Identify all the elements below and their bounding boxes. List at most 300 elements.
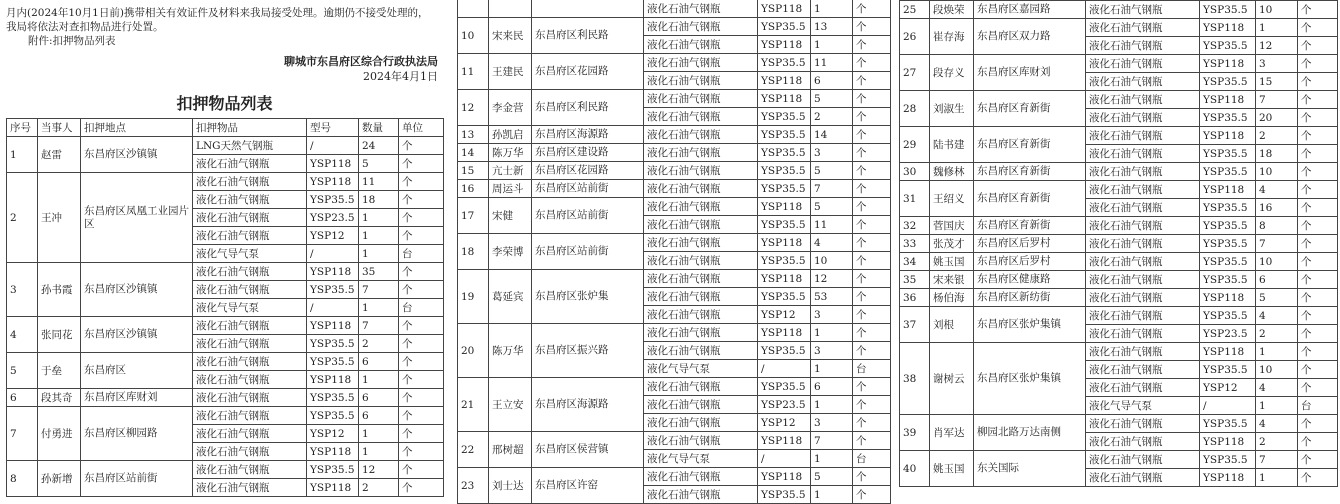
cell-place: 柳园北路万达南侧 [974, 415, 1086, 451]
column-middle [457, 0, 890, 504]
cell-party: 陈万华 [489, 324, 532, 378]
cell-model: YSP35.5 [758, 54, 811, 72]
cell-item: 液化石油气钢瓶 [1086, 1, 1200, 19]
cell-party: 葛延宾 [489, 270, 532, 324]
cell-item: 液化气导气泵 [644, 450, 758, 468]
cell-qty: 1 [359, 299, 399, 317]
cell-unit: 个 [399, 191, 444, 209]
cell-item: 液化石油气钢瓶 [644, 198, 758, 216]
cell-qty: 12 [811, 270, 853, 288]
cell-item: 液化石油气钢瓶 [644, 90, 758, 108]
cell-qty: 13 [811, 18, 853, 36]
cell-model: YSP35.5 [758, 144, 811, 162]
cell-qty: 1 [811, 324, 853, 342]
cell-item: 液化石油气钢瓶 [1086, 289, 1200, 307]
cell-item: 液化石油气钢瓶 [1086, 415, 1200, 433]
cell-qty: 5 [811, 90, 853, 108]
cell-model: YSP35.5 [758, 288, 811, 306]
cell-item: 液化石油气钢瓶 [1086, 379, 1200, 397]
cell-unit: 个 [853, 414, 891, 432]
table-row [458, 18, 891, 36]
table-row [900, 1, 1338, 19]
cell-model: YSP35.5 [1200, 199, 1256, 217]
cell-unit: 个 [399, 371, 444, 389]
cell-qty: 1 [1256, 19, 1298, 37]
cell-model: YSP23.5 [1200, 325, 1256, 343]
cell-place: 东昌府区振兴路 [532, 324, 644, 378]
cell-item: 液化石油气钢瓶 [193, 209, 307, 227]
cell-qty: 10 [811, 252, 853, 270]
cell-item: 液化石油气钢瓶 [644, 378, 758, 396]
cell-qty: 3 [811, 306, 853, 324]
cell-party: 姚玉国 [930, 451, 974, 487]
cell-qty: 53 [811, 288, 853, 306]
cell-model: YSP118 [307, 155, 359, 173]
cell-item: 液化石油气钢瓶 [644, 234, 758, 252]
cell-party: 孙书霞 [38, 263, 81, 317]
cell-unit: 个 [1298, 433, 1338, 451]
cell-item: 液化石油气钢瓶 [644, 126, 758, 144]
column-left [6, 0, 443, 497]
cell-unit: 个 [1298, 415, 1338, 433]
cell-unit: 个 [853, 180, 891, 198]
cell-item: 液化石油气钢瓶 [644, 108, 758, 126]
cell-party: 张茂才 [930, 235, 974, 253]
cell-model: YSP118 [758, 432, 811, 450]
cell-item: 液化石油气钢瓶 [644, 18, 758, 36]
cell-model: YSP35.5 [758, 378, 811, 396]
cell-model: YSP23.5 [758, 396, 811, 414]
cell-item: 液化石油气钢瓶 [644, 288, 758, 306]
cell-no: 30 [900, 163, 930, 181]
cell-qty: 2 [359, 479, 399, 497]
issuing-organization: 聊城市东昌府区综合行政执法局 [284, 55, 438, 68]
cell-qty: 14 [811, 126, 853, 144]
cell-model: YSP12 [758, 306, 811, 324]
cell-model: YSP35.5 [1200, 145, 1256, 163]
table-row [458, 432, 891, 450]
cell-item: 液化石油气钢瓶 [193, 371, 307, 389]
cell-place: 东昌府区后罗村 [974, 253, 1086, 271]
cell-model: YSP35.5 [758, 486, 811, 504]
cell-qty: 18 [359, 191, 399, 209]
seized-items-table-1 [6, 118, 444, 497]
cell-unit: 个 [853, 306, 891, 324]
cell-no: 11 [458, 54, 489, 90]
cell-no [458, 0, 489, 18]
cell-place: 东昌府区育新街 [974, 217, 1086, 235]
cell-no: 13 [458, 126, 489, 144]
cell-model: YSP118 [758, 72, 811, 90]
cell-party: 刘根 [930, 307, 974, 343]
issue-date: 2024年4月1日 [363, 70, 438, 83]
cell-unit: 个 [853, 288, 891, 306]
cell-unit: 个 [399, 137, 444, 155]
cell-model: YSP35.5 [1200, 415, 1256, 433]
cell-qty: 11 [359, 173, 399, 191]
cell-unit: 个 [1298, 271, 1338, 289]
table-row [900, 271, 1338, 289]
cell-qty: 5 [811, 162, 853, 180]
cell-place: 东昌府区柳园路 [81, 407, 193, 461]
cell-model: YSP118 [758, 198, 811, 216]
cell-qty: 3 [811, 414, 853, 432]
cell-model: YSP35.5 [307, 461, 359, 479]
cell-place: 东昌府区海源路 [532, 126, 644, 144]
cell-unit: 个 [853, 162, 891, 180]
header-no: 序号 [7, 119, 38, 137]
cell-place: 东昌府区嘉园路 [974, 1, 1086, 19]
cell-unit: 台 [853, 360, 891, 378]
cell-qty: 3 [1256, 55, 1298, 73]
cell-no: 28 [900, 91, 930, 127]
cell-item: 液化石油气钢瓶 [193, 191, 307, 209]
cell-item: 液化石油气钢瓶 [1086, 109, 1200, 127]
cell-party: 付勇进 [38, 407, 81, 461]
cell-unit: 个 [1298, 469, 1338, 487]
cell-qty: 6 [811, 72, 853, 90]
cell-item: 液化石油气钢瓶 [1086, 181, 1200, 199]
cell-place: 东昌府区沙镇镇 [81, 317, 193, 353]
cell-no: 17 [458, 198, 489, 234]
cell-party: 崔存海 [930, 19, 974, 55]
cell-place: 东昌府区张炉集镇 [974, 343, 1086, 415]
cell-place: 东昌府区站前街 [532, 180, 644, 198]
cell-model: / [758, 450, 811, 468]
cell-item: 液化石油气钢瓶 [193, 227, 307, 245]
table-row [458, 144, 891, 162]
cell-unit: 个 [399, 209, 444, 227]
cell-item: 液化石油气钢瓶 [644, 72, 758, 90]
cell-unit: 个 [1298, 217, 1338, 235]
cell-model: YSP35.5 [758, 216, 811, 234]
cell-no: 5 [7, 353, 38, 389]
cell-unit: 个 [399, 281, 444, 299]
cell-party: 宋健 [489, 198, 532, 234]
cell-model: YSP118 [758, 468, 811, 486]
cell-model: YSP118 [307, 173, 359, 191]
cell-party: 于垒 [38, 353, 81, 389]
cell-party: 孙新增 [38, 461, 81, 497]
cell-place: 东昌府区后罗村 [974, 235, 1086, 253]
cell-no: 6 [7, 389, 38, 407]
cell-place: 东昌府区侯营镇 [532, 432, 644, 468]
cell-no: 1 [7, 137, 38, 173]
cell-place: 东昌府区花园路 [532, 162, 644, 180]
cell-model: YSP118 [1200, 469, 1256, 487]
cell-item: 液化石油气钢瓶 [644, 54, 758, 72]
attachment-note: 附件:扣押物品列表 [28, 35, 116, 47]
cell-item: 液化石油气钢瓶 [1086, 325, 1200, 343]
cell-no: 7 [7, 407, 38, 461]
cell-qty: 1 [811, 0, 853, 18]
cell-unit: 个 [1298, 37, 1338, 55]
table-row [7, 353, 444, 371]
table-row [7, 263, 444, 281]
cell-model: / [307, 137, 359, 155]
cell-party: 周运斗 [489, 180, 532, 198]
cell-item: 液化石油气钢瓶 [1086, 73, 1200, 91]
cell-qty: 1 [1256, 469, 1298, 487]
cell-model: YSP35.5 [758, 126, 811, 144]
cell-qty: 6 [811, 378, 853, 396]
cell-party: 孙凯启 [489, 126, 532, 144]
cell-model: YSP35.5 [1200, 1, 1256, 19]
cell-party: 菅国庆 [930, 217, 974, 235]
cell-item: 液化石油气钢瓶 [193, 353, 307, 371]
cell-qty: 1 [359, 425, 399, 443]
table-row [458, 378, 891, 396]
table-row [900, 19, 1338, 37]
cell-unit: 个 [399, 227, 444, 245]
cell-place: 东昌府区育新街 [974, 91, 1086, 127]
cell-item: 液化石油气钢瓶 [644, 252, 758, 270]
table-row [7, 407, 444, 425]
cell-item: 液化石油气钢瓶 [193, 263, 307, 281]
cell-party: 魏修林 [930, 163, 974, 181]
cell-qty: 8 [1256, 217, 1298, 235]
cell-unit: 个 [853, 36, 891, 54]
cell-qty: 1 [811, 360, 853, 378]
cell-qty: 1 [359, 245, 399, 263]
cell-party: 刘淑生 [930, 91, 974, 127]
cell-qty: 6 [1256, 271, 1298, 289]
table-row [7, 137, 444, 155]
cell-no: 22 [458, 432, 489, 468]
cell-qty: 24 [359, 137, 399, 155]
cell-unit: 个 [853, 234, 891, 252]
cell-party: 陆书建 [930, 127, 974, 163]
cell-unit: 个 [399, 335, 444, 353]
table-row [7, 317, 444, 335]
cell-qty: 7 [1256, 235, 1298, 253]
cell-party: 王冲 [38, 173, 81, 263]
cell-model: YSP118 [1200, 127, 1256, 145]
cell-item: 液化石油气钢瓶 [644, 414, 758, 432]
cell-model: YSP35.5 [1200, 361, 1256, 379]
cell-qty: 1 [359, 227, 399, 245]
cell-qty: 20 [1256, 109, 1298, 127]
seized-items-table-3 [899, 0, 1338, 487]
cell-qty: 4 [1256, 379, 1298, 397]
cell-party: 姚玉国 [930, 253, 974, 271]
cell-qty: 1 [359, 443, 399, 461]
cell-place: 东昌府区库财刘 [81, 389, 193, 407]
cell-party: 王绍义 [930, 181, 974, 217]
cell-unit: 个 [399, 173, 444, 191]
cell-unit: 个 [399, 479, 444, 497]
cell-model: YSP118 [307, 263, 359, 281]
cell-item: 液化石油气钢瓶 [193, 425, 307, 443]
table-row [900, 235, 1338, 253]
cell-party: 陈万华 [489, 144, 532, 162]
cell-unit: 个 [853, 468, 891, 486]
cell-item: 液化石油气钢瓶 [193, 443, 307, 461]
cell-unit: 个 [399, 317, 444, 335]
cell-unit: 个 [1298, 289, 1338, 307]
cell-item: 液化石油气钢瓶 [644, 342, 758, 360]
cell-qty: 12 [359, 461, 399, 479]
header-model: 型号 [307, 119, 359, 137]
cell-item: 液化石油气钢瓶 [1086, 343, 1200, 361]
cell-item: 液化石油气钢瓶 [193, 317, 307, 335]
cell-unit: 个 [853, 0, 891, 18]
cell-unit: 个 [853, 18, 891, 36]
table-row [900, 343, 1338, 361]
cell-model: YSP118 [307, 317, 359, 335]
cell-item: 液化石油气钢瓶 [193, 335, 307, 353]
cell-qty: 10 [1256, 361, 1298, 379]
cell-no: 29 [900, 127, 930, 163]
table-row [458, 198, 891, 216]
cell-no: 38 [900, 343, 930, 415]
cell-unit: 个 [399, 353, 444, 371]
cell-qty: 2 [1256, 433, 1298, 451]
cell-unit: 台 [399, 245, 444, 263]
cell-no: 36 [900, 289, 930, 307]
cell-unit: 个 [1298, 127, 1338, 145]
cell-item: 液化石油气钢瓶 [644, 432, 758, 450]
cell-item: 液化石油气钢瓶 [193, 389, 307, 407]
cell-item: 液化石油气钢瓶 [1086, 127, 1200, 145]
cell-model: YSP118 [307, 371, 359, 389]
cell-model: YSP35.5 [1200, 307, 1256, 325]
table-row [7, 461, 444, 479]
cell-no: 26 [900, 19, 930, 55]
cell-unit: 个 [853, 486, 891, 504]
cell-party: 刘士达 [489, 468, 532, 504]
table-row [458, 180, 891, 198]
table-row [900, 55, 1338, 73]
cell-qty: 7 [1256, 451, 1298, 469]
header-item: 扣押物品 [193, 119, 307, 137]
cell-model: / [758, 360, 811, 378]
cell-unit: 个 [1298, 199, 1338, 217]
cell-model: / [307, 299, 359, 317]
table-row [900, 163, 1338, 181]
cell-party: 赵雷 [38, 137, 81, 173]
cell-place: 东昌府区育新街 [974, 181, 1086, 217]
cell-no: 25 [900, 1, 930, 19]
cell-unit: 个 [399, 443, 444, 461]
cell-qty: 7 [359, 317, 399, 335]
cell-place: 东昌府区库财刘 [974, 55, 1086, 91]
cell-qty: 4 [1256, 415, 1298, 433]
cell-unit: 个 [853, 342, 891, 360]
cell-item: LNG天然气钢瓶 [193, 137, 307, 155]
cell-model: YSP35.5 [1200, 37, 1256, 55]
cell-place: 东昌府区张炉集镇 [974, 307, 1086, 343]
cell-item: 液化气导气泵 [193, 299, 307, 317]
cell-qty: 15 [1256, 73, 1298, 91]
cell-item: 液化气导气泵 [644, 360, 758, 378]
cell-model: YSP35.5 [307, 389, 359, 407]
cell-qty: 35 [359, 263, 399, 281]
cell-qty: 7 [811, 180, 853, 198]
cell-unit: 个 [1298, 253, 1338, 271]
cell-party: 王立安 [489, 378, 532, 432]
cell-place: 东昌府区沙镇镇 [81, 137, 193, 173]
cell-qty: 4 [1256, 307, 1298, 325]
cell-qty: 1 [811, 36, 853, 54]
cell-model: YSP12 [1200, 379, 1256, 397]
cell-model: YSP35.5 [307, 353, 359, 371]
cell-qty: 7 [1256, 91, 1298, 109]
cell-item: 液化石油气钢瓶 [644, 216, 758, 234]
cell-model: YSP12 [307, 425, 359, 443]
cell-item: 液化石油气钢瓶 [193, 407, 307, 425]
table-row [900, 415, 1338, 433]
table-row [7, 389, 444, 407]
table-row [458, 90, 891, 108]
table-row [900, 181, 1338, 199]
cell-item: 液化石油气钢瓶 [644, 486, 758, 504]
cell-qty: 12 [1256, 37, 1298, 55]
cell-party: 段存义 [930, 55, 974, 91]
cell-item: 液化气导气泵 [193, 245, 307, 263]
cell-item: 液化石油气钢瓶 [644, 270, 758, 288]
cell-place: 东昌府区新纺街 [974, 289, 1086, 307]
cell-model: YSP12 [758, 414, 811, 432]
cell-model: YSP118 [1200, 91, 1256, 109]
cell-item: 液化石油气钢瓶 [193, 479, 307, 497]
cell-model: YSP12 [307, 227, 359, 245]
cell-qty: 4 [1256, 181, 1298, 199]
cell-unit: 个 [399, 389, 444, 407]
table-row [900, 289, 1338, 307]
table-row [458, 270, 891, 288]
cell-item: 液化石油气钢瓶 [193, 461, 307, 479]
table-row [458, 324, 891, 342]
table-row [900, 91, 1338, 109]
cell-unit: 个 [1298, 451, 1338, 469]
table-row [458, 126, 891, 144]
cell-qty: 2 [1256, 325, 1298, 343]
cell-party: 谢树云 [930, 343, 974, 415]
table-row [900, 451, 1338, 469]
cell-qty: 16 [1256, 199, 1298, 217]
cell-model: YSP118 [1200, 433, 1256, 451]
cell-unit: 个 [1298, 325, 1338, 343]
column-right [899, 0, 1337, 487]
cell-model: YSP118 [758, 36, 811, 54]
cell-item: 液化石油气钢瓶 [1086, 469, 1200, 487]
cell-unit: 个 [853, 378, 891, 396]
cell-no: 39 [900, 415, 930, 451]
cell-item: 液化石油气钢瓶 [1086, 217, 1200, 235]
cell-model: YSP118 [758, 324, 811, 342]
cell-party: 杨伯海 [930, 289, 974, 307]
cell-place: 东关国际 [974, 451, 1086, 487]
cell-model: YSP118 [1200, 181, 1256, 199]
cell-unit: 个 [1298, 1, 1338, 19]
cell-no: 40 [900, 451, 930, 487]
cell-unit: 个 [1298, 163, 1338, 181]
cell-qty: 1 [811, 486, 853, 504]
cell-no: 35 [900, 271, 930, 289]
table-row [900, 217, 1338, 235]
cell-model: YSP35.5 [307, 407, 359, 425]
cell-item: 液化石油气钢瓶 [193, 281, 307, 299]
cell-unit: 个 [853, 432, 891, 450]
cell-place: 东昌府区育新街 [974, 127, 1086, 163]
cell-model: / [307, 245, 359, 263]
cell-model: YSP118 [758, 234, 811, 252]
cell-place: 东昌府区张炉集 [532, 270, 644, 324]
cell-no: 27 [900, 55, 930, 91]
cell-model: YSP118 [307, 479, 359, 497]
cell-item: 液化石油气钢瓶 [1086, 271, 1200, 289]
